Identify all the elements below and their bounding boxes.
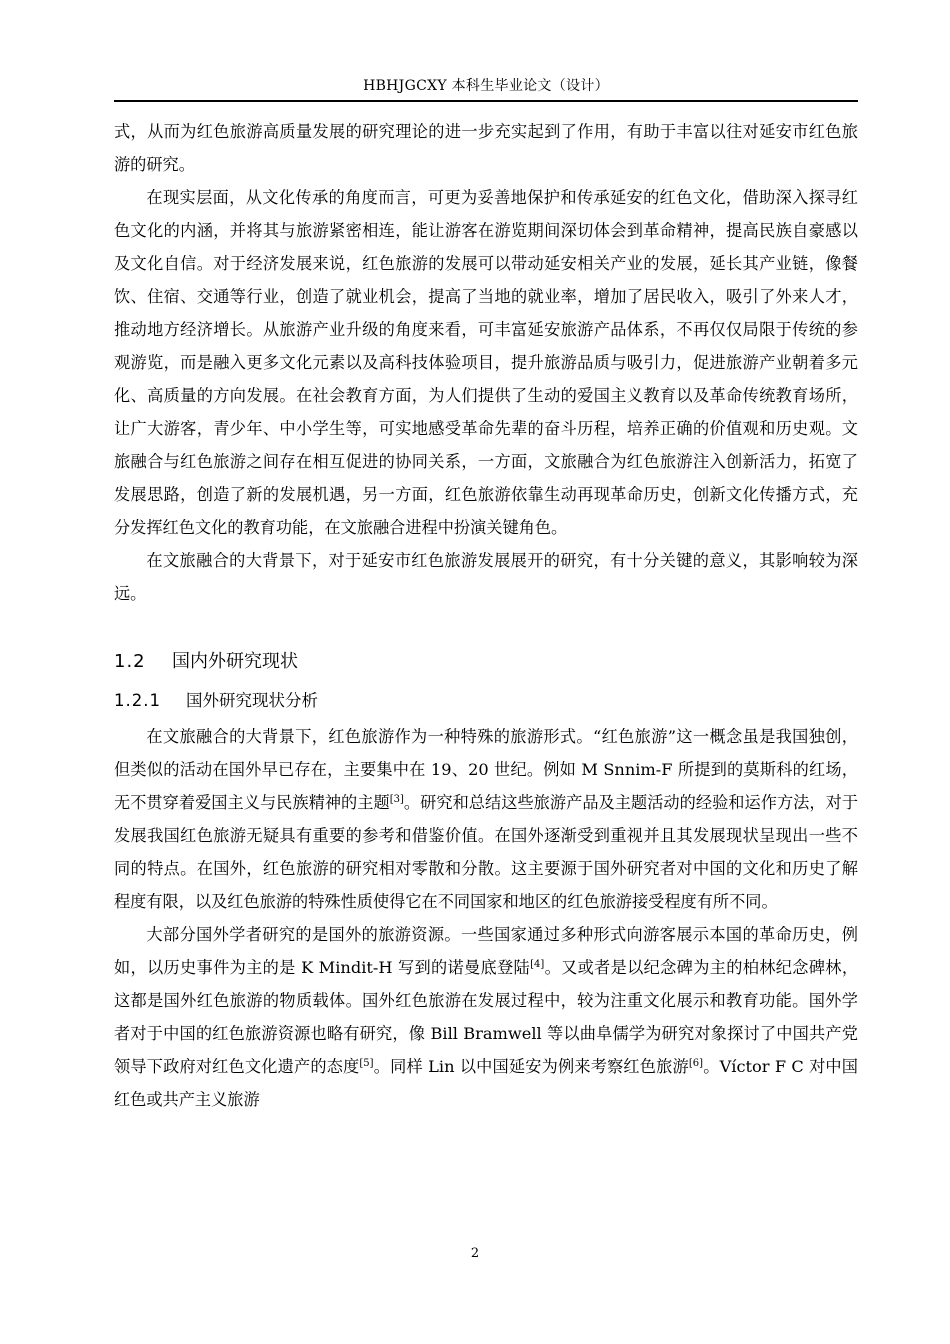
page-number: 2 [470,1246,480,1261]
paragraph-text: 大部分国外学者研究的是国外的旅游资源。一些国家通过多种形式向游客展示本国的革命历史，例如，以历史事件为主的是 K Mindit-H 写到的诺曼底登陆 [114,925,858,977]
subsection-heading [114,684,858,720]
section-title: 国内外研究现状 [172,651,298,672]
paragraph-text: 在文旅融合的大背景下，红色旅游作为一种特殊的旅游形式。“红色旅游”这一概念虽是我国独创，但类似的活动在国外早已存在，主要集中在 19、20 世纪。例如 M Snnim-F 所提到的莫斯科的红场，无不贯穿着爱国主义与民族精神的主题 [114,727,858,812]
citation-ref: [5] [359,1058,374,1069]
section-heading [114,644,858,684]
paragraph-practical-significance: 在现实层面，从文化传承的角度而言，可更为妥善地保护和传承延安的红色文化，借助深入探寻红色文化的内涵，并将其与旅游紧密相连，能让游客在游览期间深切体会到革命精神，提高民族自豪感以及文化自信。对于经济发展来说，红色旅游的发展可以带动延安相关产业的发展，延长其产业链，像餐饮、住宿、交通等行业，创造了就业机会，提高了当地的就业率，增加了居民收入，吸引了外来人才，推动地方经济增长。从旅游产业升级的角度来看，可丰富延安旅游产品体系，不再仅仅局限于传统的参观游览，而是融入更多文化元素以及高科技体验项目，提升旅游品质与吸引力，促进旅游产业朝着多元化、高质量的方向发展。在社会教育方面，为人们提供了生动的爱国主义教育以及革命传统教育场所，让广大游客，青少年、中小学生等，可实地感受革命先辈的奋斗历程，培养正确的价值观和历史观。文旅融合与红色旅游之间存在相互促进的协同关系，一方面，文旅融合为红色旅游注入创新活力，拓宽了发展思路，创造了新的发展机遇，另一方面，红色旅游依靠生动再现革命历史，创新文化传播方式，充分发挥红色文化的教育功能，在文旅融合进程中扮演关键角色。 [114,188,858,537]
paragraph-continuation: 式，从而为红色旅游高质量发展的研究理论的进一步充实起到了作用，有助于丰富以往对延安市红色旅游的研究。 [114,122,858,174]
paragraph-foreign-scholars [114,918,858,1116]
section-number: 1.2 [114,651,146,672]
paragraph-foreign-overview [114,720,858,918]
paragraph-text: 。同样 Lin 以中国延安为例来考察红色旅游 [373,1057,689,1076]
paragraph-research-significance: 在文旅融合的大背景下，对于延安市红色旅游发展展开的研究，有十分关键的意义，其影响较为深远。 [114,551,858,603]
paragraph-text: 。又或者是以纪念碑为主的柏林纪念碑林，这都是国外红色旅游的物质载体。国外红色旅游在发展过程中，较为注重文化展示和教育功能。国外学者对于中国的红色旅游资源也略有研究，像 Bill Bramwell 等以曲阜儒学为研究对象探讨了中国共产党领导下政府对红色文化遗产的态度 [114,958,859,1076]
running-header: HBHJGCXY 本科生毕业论文（设计） [363,78,609,94]
body-text [114,115,858,1116]
citation-ref: [3] [389,794,404,805]
citation-ref: [6] [688,1058,704,1069]
paragraph-text: 。研究和总结这些旅游产品及主题活动的经验和运作方法，对于发展我国红色旅游无疑具有重要的参考和借鉴价值。在国外逐渐受到重视并且其发展现状呈现出一些不同的特点。在国外，红色旅游的研究相对零散和分散。这主要源于国外研究者对中国的文化和历史了解程度有限，以及红色旅游的特殊性质使得它在不同国家和地区的红色旅游接受程度有所不同。 [114,793,859,911]
subsection-title: 国外研究现状分析 [186,691,318,710]
paragraph-text: 。Víctor F C 对中国红色或共产主义旅游 [114,1057,858,1109]
section-spacer [114,610,858,644]
citation-ref: [4] [530,959,545,970]
subsection-number: 1.2.1 [114,691,161,710]
header-rule [114,100,858,102]
